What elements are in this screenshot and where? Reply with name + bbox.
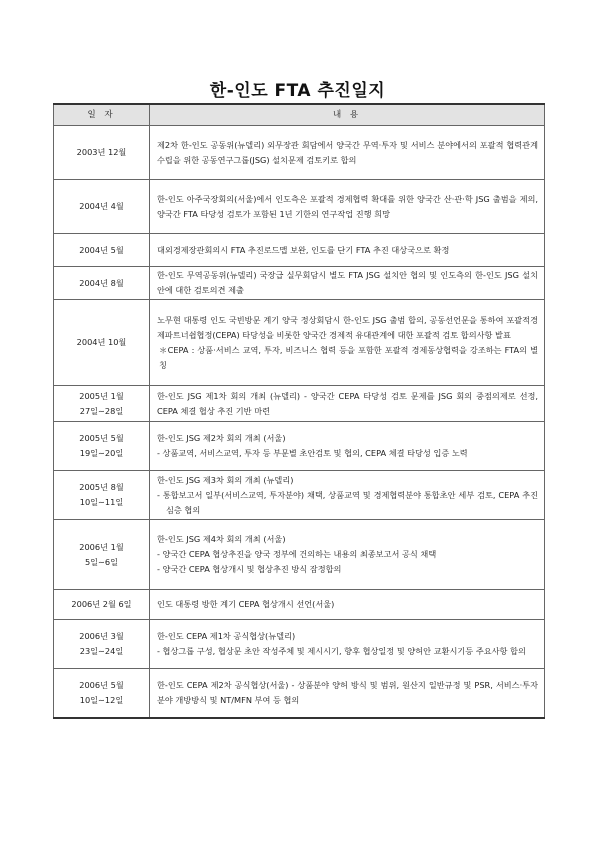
content-subitem: - 통합보고서 일부(서비스교역, 투자분야) 채택, 상품교역 및 경제협력분야 통합초안 세부 검토, CEPA 추진 심층 협의: [157, 489, 538, 515]
table-row: [54, 126, 545, 180]
date-line: 2006년 2월 6일: [71, 599, 132, 609]
row-content: [150, 300, 545, 386]
content-subitem: - 양국간 CEPA 협상추진을 양국 정부에 건의하는 내용의 최종보고서 공식 채택: [157, 549, 437, 559]
table-row: [54, 520, 545, 590]
content-column-header: 내 용: [150, 104, 545, 126]
date-line: 2004년 8월: [79, 277, 124, 288]
date-line: 2005년 8월: [79, 482, 124, 492]
date-line: 2006년 3월: [79, 631, 124, 641]
row-date: [54, 234, 150, 267]
content-note: ＊CEPA : 상품·서비스 교역, 투자, 비즈니스 협력 등을 포함한 포괄적 경제동상협력을 강조하는 FTA의 별칭: [159, 344, 538, 370]
row-date: [54, 669, 150, 718]
date-line: 2006년 5월: [79, 679, 124, 690]
row-date: [54, 300, 150, 386]
row-date: [54, 180, 150, 234]
content-heading: 한-인도 JSG 제2차 회의 개최 (서울): [157, 433, 286, 443]
row-content: [150, 267, 545, 300]
row-content: [150, 471, 545, 520]
row-date: [54, 520, 150, 590]
row-content: [150, 520, 545, 590]
content-subitem: - 상품교역, 서비스교역, 투자 등 부문별 초안검토 및 협의, CEPA 체결 타당성 입증 노력: [157, 448, 468, 458]
row-date: [54, 590, 150, 620]
content-text: 노무현 대통령 인도 국빈방문 계기 양국 정상회담시 한-인도 JSG 출범 합의, 공동선언문을 통하여 포괄적경제파트너쉽협정(CEPA) 타당성을 비롯한 양국간 경제적 유대관계에 대한 포괄적 검토 합의사항 발표: [157, 314, 538, 340]
row-content: [150, 386, 545, 422]
date-line: 5일∼6일: [84, 556, 119, 567]
date-line: 2003년 12월: [76, 147, 127, 157]
row-date: [54, 386, 150, 422]
content-heading: 한-인도 JSG 제3차 회의 개최 (뉴델리): [157, 474, 294, 485]
row-content: [150, 422, 545, 471]
date-line: 2004년 10월: [76, 337, 127, 347]
content-text: 대외경제장관회의시 FTA 추진로드맵 보완, 인도를 단기 FTA 추진 대상국으로 확정: [157, 244, 450, 255]
row-date: [54, 267, 150, 300]
row-content: [150, 620, 545, 669]
date-line: 2006년 1월: [79, 541, 124, 552]
table-row: [54, 471, 545, 520]
date-line: 10일∼12일: [79, 694, 124, 705]
table-row: [54, 386, 545, 422]
content-subitem: - 양국간 CEPA 협상개시 및 협상추진 방식 잠정합의: [157, 564, 342, 574]
table-row: [54, 669, 545, 718]
row-content: [150, 669, 545, 718]
page-title: 한-인도 FTA 추진일지: [209, 81, 386, 101]
date-line: 2005년 1월: [79, 390, 124, 401]
date-line: 10일∼11일: [79, 497, 124, 507]
row-content: [150, 234, 545, 267]
content-heading: 한-인도 JSG 제4차 회의 개최 (서울): [157, 534, 286, 544]
table-row: [54, 620, 545, 669]
fta-timeline-table: [53, 103, 545, 719]
content-text: 한-인도 JSG 제1차 회의 개최 (뉴델리) - 양국간 CEPA 타당성 검토 문제를 JSG 회의 중점의제로 선정, CEPA 체결 협상 추진 기반 마련: [157, 390, 538, 416]
content-text: 제2차 한-인도 공동위(뉴델리) 외무장관 회담에서 양국간 무역·투자 및 서비스 분야에서의 포괄적 협력관계 수립을 위한 공동연구그룹(JSG) 설치문제 검토키로 합의: [157, 139, 538, 165]
content-text: 한-인도 무역공동위(뉴델리) 국장급 실무회담시 별도 FTA JSG 설치안 협의 및 인도측의 한-인도 JSG 설치안에 대한 검토의견 제출: [157, 270, 538, 295]
table-row: [54, 422, 545, 471]
date-line: 2005년 5월: [79, 433, 124, 443]
content-text: 한-인도 아주국장회의(서울)에서 인도측은 포괄적 경제협력 확대를 위한 양국간 산·관·학 JSG 출범을 제의, 양국간 FTA 타당성 검토가 포함된 1년 기한의 연구작업 진행 희망: [157, 193, 538, 219]
table-row: [54, 180, 545, 234]
row-content: [150, 590, 545, 620]
content-text: 인도 대통령 방한 계기 CEPA 협상개시 선언(서울): [157, 599, 335, 609]
table-header-row: [54, 104, 545, 126]
table-row: [54, 590, 545, 620]
content-text: 한-인도 CEPA 제2차 공식협상(서울) - 상품분야 양허 방식 및 범위, 원산지 일반규정 및 PSR, 서비스·투자분야 개방방식 및 NT/MFN 부여 등 협의: [157, 679, 538, 705]
date-column-header: 일 자: [54, 104, 150, 126]
table-row: [54, 234, 545, 267]
content-heading: 한-인도 CEPA 제1차 공식협상(뉴델리): [157, 631, 296, 641]
row-content: [150, 126, 545, 180]
row-date: [54, 126, 150, 180]
date-line: 27일∼28일: [79, 405, 124, 416]
date-line: 2004년 5월: [79, 244, 124, 255]
row-date: [54, 471, 150, 520]
row-date: [54, 620, 150, 669]
row-content: [150, 180, 545, 234]
date-line: 23일∼24일: [79, 646, 124, 656]
content-subitem: - 협상그룹 구성, 협상문 초안 작성주체 및 제시시기, 향후 협상일정 및 양허안 교환시기등 주요사항 합의: [157, 646, 526, 656]
date-line: 2004년 4월: [79, 201, 124, 211]
table-body: [54, 126, 545, 718]
date-line: 19일∼20일: [79, 448, 124, 458]
row-date: [54, 422, 150, 471]
table-row: [54, 300, 545, 386]
table-row: [54, 267, 545, 300]
